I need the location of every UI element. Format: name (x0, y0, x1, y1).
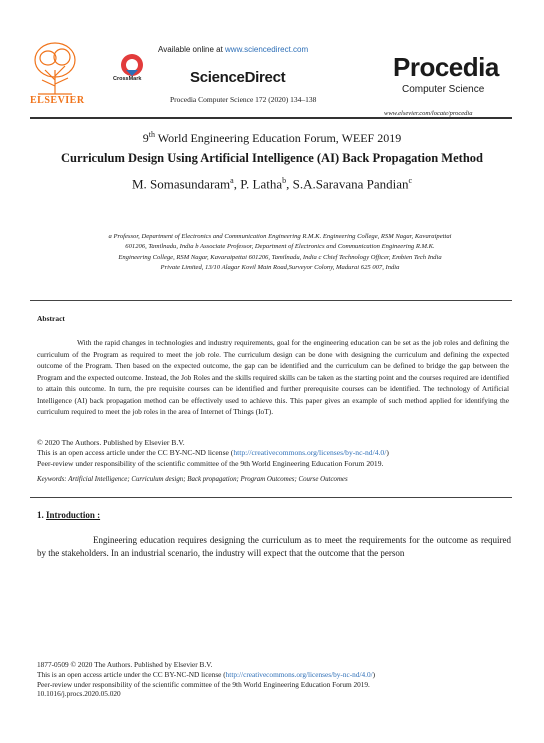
author-affil-mark: c (408, 176, 413, 185)
introduction-body: Engineering education requires designing the curriculum as to meet the requirements for the outcome as required by the stakeholders. In an industrial scenario, the industry will expect that the outcome that the person (37, 535, 511, 558)
abstract-bottom-divider (30, 497, 512, 498)
abstract-body: With the rapid changes in technologies and industry requirements, goal for the engineering education can be set as the job roles and defining the curriculum of the Program as required to meet the job role. The curriculum design can be done with designing the curriculum and defining the expected outcome of the Program. Then based on the expected outcome, the gap can be identified and the curriculum can be defined to bridge the gap between the Program and the expected outcome. Instead, the Job Roles and the skills required skills can be taken as the starting point and the courses required are identified to attain this outcome. In turn, the pre requisite courses can be identified and further prerequisite courses can be identified. The technology of Artificial Intelligence (AI) back propagation method can be effectively used to achieve this. This paper gives an example of such method applied for identifying the curriculum required to meet the job roles in the area of Internet of Things (IoT). (37, 338, 509, 416)
author-name: , S.A.Saravana Pandian (286, 176, 409, 192)
footer-license-prefix: This is an open access article under the CC BY-NC-ND license ( (37, 669, 226, 679)
header-divider (30, 117, 512, 119)
conference-number: 9 (142, 131, 149, 145)
affiliation-line: Private Limited, 13/10 Alagar Kovil Main Road,Surveyor Colony, Madurai 625 007, India (160, 264, 400, 272)
sciencedirect-link[interactable]: www.sciencedirect.com (225, 45, 309, 54)
sciencedirect-wordmark: ScienceDirect (190, 69, 286, 86)
affiliations (70, 232, 490, 274)
procedia-logo: Procedia (393, 52, 499, 82)
affiliation-line: 601206, Tamilnadu, India b Associate Professor, Department of Electronics and Communication Engineering R.M.K. (125, 243, 435, 251)
copyright-block (37, 438, 509, 469)
conference-line (0, 130, 544, 146)
procedia-url[interactable]: www.elsevier.com/locate/procedia (384, 110, 473, 117)
conference-name: World Engineering Education Forum, WEEF 2019 (155, 131, 402, 145)
footer-license-link[interactable]: http://creativecommons.org/licenses/by-nc-nd/4.0/ (225, 669, 373, 679)
license-line (37, 448, 509, 458)
keywords: Keywords: Artificial Intelligence; Curriculum design; Back propagation; Program Outcomes; Course Outcomes (37, 476, 348, 483)
paper-title: Curriculum Design Using Artificial Intelligence (AI) Back Propagation Method (61, 151, 483, 165)
footer-peer-review: Peer-review under responsibility of the scientific committee of the 9th World Engineering Education Forum 2019. (37, 679, 370, 689)
elsevier-wordmark: ELSEVIER (30, 95, 85, 106)
doi-link[interactable]: 10.1016/j.procs.2020.05.020 (37, 689, 121, 699)
conference-ordinal: th (148, 130, 155, 139)
author-name: M. Somasundaram (131, 176, 231, 192)
copyright-line: © 2020 The Authors. Published by Elsevier B.V. (37, 438, 185, 447)
journal-citation: Procedia Computer Science 172 (2020) 134–138 (170, 95, 317, 104)
footer-license-line (37, 670, 507, 680)
peer-review-line: Peer-review under responsibility of the scientific committee of the 9th World Engineering Education Forum 2019. (37, 458, 384, 468)
author-affil-mark: b (282, 176, 287, 185)
available-prefix: Available online at (158, 45, 226, 54)
license-suffix: ) (386, 448, 389, 458)
crossmark-label: CrossMark (113, 76, 142, 82)
available-online-line (158, 45, 308, 54)
author-name: , P. Latha (233, 176, 283, 192)
section-number: 1. (37, 510, 46, 520)
abstract-top-divider (30, 300, 512, 301)
author-affil-mark: a (230, 176, 234, 185)
elsevier-tree-logo (30, 40, 80, 102)
license-prefix: This is an open access article under the CC BY-NC-ND license ( (37, 448, 234, 458)
footer-license-suffix: ) (372, 669, 376, 679)
author-line (0, 176, 544, 192)
procedia-subtitle: Computer Science (402, 84, 485, 95)
affiliation-line: a Professor, Department of Electronics and Communication Engineering R.M.K. Engineering College, RSM Nagar, Kavaraipettai (108, 233, 452, 240)
section-title: Introduction : (46, 510, 101, 520)
license-link[interactable]: http://creativecommons.org/licenses/by-nc-nd/4.0/ (233, 448, 387, 458)
issn-line: 1877-0509 © 2020 The Authors. Published by Elsevier B.V. (37, 660, 213, 669)
footer (37, 660, 507, 699)
introduction-heading (37, 510, 100, 520)
affiliation-line: Engineering College, RSM Nagar, Kavaraipettai 601206, Tamilnadu, India c Chief Technology Officer, Embien Tech India (118, 253, 442, 261)
abstract-heading: Abstract (37, 314, 65, 323)
